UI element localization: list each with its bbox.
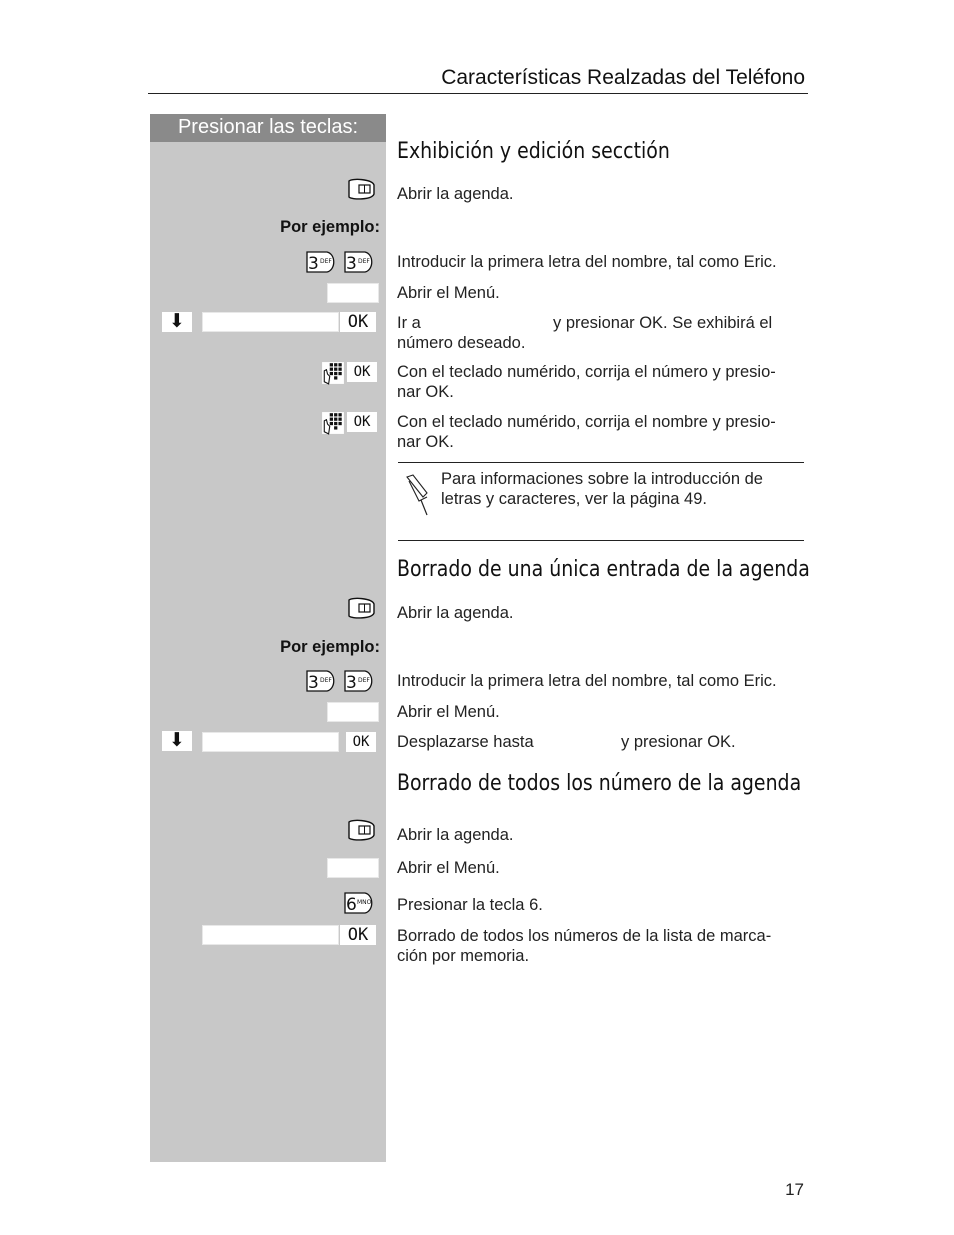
step-text: Introducir la primera letra del nombre, tal como Eric. [397,672,777,690]
section-title-delete-all: Borrado de todos los número de la agenda [397,771,802,796]
section-title-edit: Exhibición y edición secctión [397,139,670,164]
phonebook-key-icon [346,818,377,842]
keypad-icon [321,361,345,385]
phonebook-key-icon [346,177,377,201]
menu-soft-key [327,283,379,303]
step-text: Abrir la agenda. [397,826,514,844]
note-top-rule [398,462,804,463]
ok-key: OK [346,732,376,752]
ok-key: OK [347,362,377,382]
key-digit: 3 [346,673,357,693]
step-text: Ir a [397,314,421,332]
arrow-down-key-icon: ⬇ [162,731,192,751]
note-text: Para informaciones sobre la introducción de [441,470,763,488]
key-letters: MNO [357,899,372,906]
step-text: Abrir el Menú. [397,284,500,302]
display-entry-key [202,312,339,332]
key-letters: DEF [320,677,332,684]
step-text: Presionar la tecla 6. [397,896,543,914]
note-text: letras y caracteres, ver la página 49. [441,490,707,508]
key-digit: 3 [308,254,319,274]
page-number: 17 [785,1180,804,1199]
step-text: número deseado. [397,334,526,352]
ok-key: OK [340,312,376,332]
step-text: y presionar OK. Se exhibirá el [553,314,773,332]
header-divider [148,93,808,94]
step-text: Abrir la agenda. [397,604,514,622]
step-text: Abrir la agenda. [397,185,514,203]
step-text: Con el teclado numérido, corrija el número y presio- [397,363,776,381]
phonebook-key-icon [346,596,377,620]
key-digit: 3 [308,673,319,693]
menu-soft-key [327,702,379,722]
key-letters: DEF [358,258,370,265]
arrow-down-key-icon: ⬇ [162,312,192,332]
digit-6-key-icon [343,891,377,915]
ok-key: OK [340,925,376,945]
step-text: nar OK. [397,433,454,451]
key-digit: 3 [346,254,357,274]
step-text: Con el teclado numérido, corrija el nombre y presio- [397,413,776,431]
step-text: nar OK. [397,383,454,401]
key-column-title: Presionar las teclas: [150,114,386,142]
key-letters: DEF [358,677,370,684]
key-letters: DEF [320,258,332,265]
example-label: Por ejemplo: [280,218,380,236]
step-text: Desplazarse hasta [397,733,534,751]
digit-3-key-icon [343,250,377,274]
step-text: y presionar OK. [621,733,736,751]
display-entry-key [202,925,339,945]
key-digit: 6 [346,895,357,915]
pushpin-note-icon [403,473,431,517]
digit-3-key-icon [343,669,377,693]
example-label: Por ejemplo: [280,638,380,656]
step-text: Abrir el Menú. [397,859,500,877]
step-text: ción por memoria. [397,947,530,965]
display-entry-key [202,732,339,752]
note-bottom-rule [398,540,804,541]
step-text: Borrado de todos los números de la lista de marca- [397,927,772,945]
menu-soft-key [327,858,379,878]
keypad-icon [321,411,345,435]
section-title-delete-one: Borrado de una única entrada de la agenda [397,557,810,582]
step-text: Introducir la primera letra del nombre, tal como Eric. [397,253,777,271]
page-header-title: Características Realzadas del Teléfono [441,66,805,89]
digit-3-key-icon [305,669,339,693]
ok-key: OK [347,412,377,432]
digit-3-key-icon [305,250,339,274]
step-text: Abrir el Menú. [397,703,500,721]
